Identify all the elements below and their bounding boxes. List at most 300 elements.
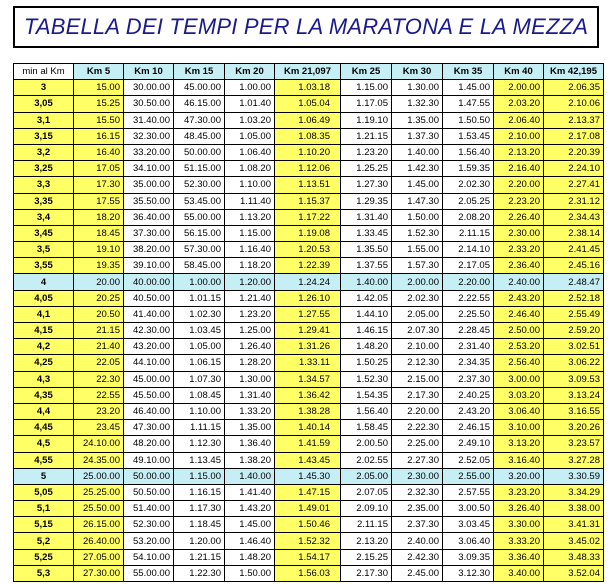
time-cell: 1.33.11 (275, 355, 341, 371)
time-cell: 3.00.00 (494, 371, 544, 387)
time-cell: 1.16.40 (225, 242, 275, 258)
time-cell: 1.29.35 (341, 193, 392, 209)
time-cell: 25.00.00 (74, 468, 124, 484)
pace-cell: 4,35 (14, 387, 74, 403)
time-cell: 1.16.15 (174, 484, 225, 500)
time-cell: 55.00.00 (124, 565, 174, 581)
time-cell: 47.30.00 (124, 420, 174, 436)
time-cell: 1.08.20 (225, 161, 275, 177)
time-cell: 17.30 (74, 177, 124, 193)
time-cell: 52.30.00 (124, 517, 174, 533)
time-cell: 2.13.20 (494, 144, 544, 160)
time-cell: 37.30.00 (124, 225, 174, 241)
time-cell: 1.10.00 (174, 403, 225, 419)
time-cell: 1.40.14 (275, 420, 341, 436)
table-row (14, 452, 604, 468)
time-cell: 1.00.00 (225, 80, 275, 96)
time-cell: 1.33.45 (341, 225, 392, 241)
time-cell: 1.17.05 (341, 96, 392, 112)
time-cell: 19.35 (74, 258, 124, 274)
time-cell: 20.50 (74, 306, 124, 322)
column-header: Km 10 (124, 64, 174, 80)
time-cell: 1.20.00 (225, 274, 275, 290)
time-cell: 48.45.00 (174, 128, 225, 144)
time-cell: 1.56.03 (275, 565, 341, 581)
time-cell: 52.30.00 (174, 177, 225, 193)
time-cell: 23.45 (74, 420, 124, 436)
time-cell: 2.14.10 (443, 242, 494, 258)
time-cell: 2.38.14 (544, 225, 604, 241)
table-row (14, 517, 604, 533)
time-cell: 35.50.00 (124, 193, 174, 209)
pace-cell: 3,45 (14, 225, 74, 241)
pace-cell: 3,05 (14, 96, 74, 112)
time-cell: 1.37.30 (392, 128, 443, 144)
time-cell: 1.22.39 (275, 258, 341, 274)
pace-cell: 4,2 (14, 339, 74, 355)
time-cell: 2.20.39 (544, 144, 604, 160)
time-cell: 1.35.50 (341, 242, 392, 258)
time-cell: 1.08.35 (275, 128, 341, 144)
pace-cell: 3,25 (14, 161, 74, 177)
column-header-pace: min al Km (14, 64, 74, 80)
time-cell: 1.05.04 (275, 96, 341, 112)
time-cell: 2.22.55 (443, 290, 494, 306)
time-cell: 2.35.00 (392, 501, 443, 517)
table-row (14, 128, 604, 144)
time-cell: 38.20.00 (124, 242, 174, 258)
time-cell: 1.36.40 (225, 436, 275, 452)
time-cell: 1.21.15 (174, 549, 225, 565)
time-cell: 1.37.55 (341, 258, 392, 274)
pace-cell: 3,4 (14, 209, 74, 225)
pace-cell: 3,35 (14, 193, 74, 209)
time-cell: 2.32.30 (392, 484, 443, 500)
time-cell: 21.15 (74, 323, 124, 339)
table-row (14, 258, 604, 274)
time-cell: 32.30.00 (124, 128, 174, 144)
time-cell: 1.01.15 (174, 290, 225, 306)
time-cell: 2.30.00 (392, 468, 443, 484)
time-cell: 1.17.30 (174, 501, 225, 517)
time-cell: 2.05.25 (443, 193, 494, 209)
time-cell: 2.25.00 (392, 436, 443, 452)
time-cell: 2.48.47 (544, 274, 604, 290)
time-cell: 3.09.35 (443, 549, 494, 565)
time-cell: 1.05.00 (174, 339, 225, 355)
time-cell: 2.06.35 (544, 80, 604, 96)
column-header: Km 5 (74, 64, 124, 80)
time-cell: 3.03.20 (494, 387, 544, 403)
time-cell: 22.55 (74, 387, 124, 403)
time-cell: 2.03.20 (494, 96, 544, 112)
column-header: Km 35 (443, 64, 494, 80)
time-cell: 41.40.00 (124, 306, 174, 322)
time-cell: 2.31.12 (544, 193, 604, 209)
title-box (13, 6, 599, 48)
column-header: Km 30 (392, 64, 443, 80)
time-cell: 54.10.00 (124, 549, 174, 565)
time-cell: 1.35.00 (392, 112, 443, 128)
time-cell: 2.40.25 (443, 387, 494, 403)
time-cell: 43.20.00 (124, 339, 174, 355)
time-cell: 3.23.57 (544, 436, 604, 452)
time-cell: 2.40.00 (392, 533, 443, 549)
time-cell: 27.05.00 (74, 549, 124, 565)
time-cell: 58.45.00 (174, 258, 225, 274)
time-cell: 1.48.20 (225, 549, 275, 565)
time-cell: 2.34.35 (443, 355, 494, 371)
time-cell: 3.12.30 (443, 565, 494, 581)
time-cell: 2.13.20 (341, 533, 392, 549)
time-cell: 3.16.40 (494, 452, 544, 468)
time-cell: 21.40 (74, 339, 124, 355)
time-cell: 2.09.10 (341, 501, 392, 517)
time-cell: 3.20.26 (544, 420, 604, 436)
time-cell: 40.50.00 (124, 290, 174, 306)
time-cell: 3.26.40 (494, 501, 544, 517)
time-cell: 1.34.57 (275, 371, 341, 387)
time-cell: 1.18.45 (174, 517, 225, 533)
time-cell: 2.11.15 (341, 517, 392, 533)
time-cell: 55.00.00 (174, 209, 225, 225)
time-cell: 45.00.00 (174, 80, 225, 96)
time-cell: 1.54.17 (275, 549, 341, 565)
time-cell: 2.10.00 (392, 339, 443, 355)
time-cell: 1.40.00 (341, 274, 392, 290)
time-cell: 1.17.22 (275, 209, 341, 225)
time-cell: 2.20.00 (494, 177, 544, 193)
time-cell: 2.40.00 (494, 274, 544, 290)
time-cell: 1.52.32 (275, 533, 341, 549)
table-row (14, 468, 604, 484)
time-cell: 2.37.30 (443, 371, 494, 387)
time-cell: 18.20 (74, 209, 124, 225)
table-row (14, 403, 604, 419)
time-cell: 2.37.30 (392, 517, 443, 533)
time-cell: 1.13.20 (225, 209, 275, 225)
time-cell: 53.45.00 (174, 193, 225, 209)
time-cell: 1.44.10 (341, 306, 392, 322)
time-cell: 2.00.00 (392, 274, 443, 290)
time-cell: 1.40.00 (392, 144, 443, 160)
pace-cell: 3,55 (14, 258, 74, 274)
time-cell: 1.07.30 (174, 371, 225, 387)
time-cell: 2.05.00 (392, 306, 443, 322)
time-cell: 56.15.00 (174, 225, 225, 241)
time-cell: 1.50.00 (225, 565, 275, 581)
column-header: Km 20 (225, 64, 275, 80)
time-cell: 1.30.00 (225, 371, 275, 387)
time-cell: 1.15.00 (174, 468, 225, 484)
time-cell: 2.56.40 (494, 355, 544, 371)
time-cell: 2.10.06 (544, 96, 604, 112)
time-cell: 1.36.42 (275, 387, 341, 403)
time-cell: 2.12.30 (392, 355, 443, 371)
time-cell: 1.01.40 (225, 96, 275, 112)
time-cell: 30.50.00 (124, 96, 174, 112)
time-cell: 2.45.00 (392, 565, 443, 581)
time-cell: 3.30.00 (494, 517, 544, 533)
time-cell: 2.24.10 (544, 161, 604, 177)
table-row (14, 387, 604, 403)
time-cell: 1.46.40 (225, 533, 275, 549)
time-cell: 1.32.30 (392, 96, 443, 112)
time-cell: 3.33.20 (494, 533, 544, 549)
time-cell: 31.40.00 (124, 112, 174, 128)
time-cell: 2.59.20 (544, 323, 604, 339)
time-cell: 1.35.00 (225, 420, 275, 436)
time-cell: 1.45.00 (392, 177, 443, 193)
time-cell: 2.36.40 (494, 258, 544, 274)
time-cell: 16.15 (74, 128, 124, 144)
time-cell: 1.42.05 (341, 290, 392, 306)
time-cell: 51.15.00 (174, 161, 225, 177)
table-row (14, 193, 604, 209)
time-cell: 1.31.40 (225, 387, 275, 403)
time-cell: 1.12.30 (174, 436, 225, 452)
time-cell: 1.52.30 (392, 225, 443, 241)
time-cell: 2.30.00 (494, 225, 544, 241)
time-cell: 1.08.45 (174, 387, 225, 403)
time-cell: 35.00.00 (124, 177, 174, 193)
pace-cell: 4,45 (14, 420, 74, 436)
time-cell: 16.40 (74, 144, 124, 160)
time-cell: 1.31.26 (275, 339, 341, 355)
time-cell: 2.00.00 (494, 80, 544, 96)
time-cell: 1.22.30 (174, 565, 225, 581)
time-cell: 53.20.00 (124, 533, 174, 549)
table-row (14, 420, 604, 436)
column-header: Km 21,097 (275, 64, 341, 80)
time-cell: 2.23.20 (494, 193, 544, 209)
time-cell: 2.28.45 (443, 323, 494, 339)
header-row (14, 64, 604, 80)
column-header: Km 42,195 (544, 64, 604, 80)
time-cell: 2.57.55 (443, 484, 494, 500)
time-cell: 1.50.00 (392, 209, 443, 225)
time-cell: 26.40.00 (74, 533, 124, 549)
pace-cell: 5,05 (14, 484, 74, 500)
table-body (14, 80, 604, 582)
pace-cell: 4,55 (14, 452, 74, 468)
time-cell: 1.11.40 (225, 193, 275, 209)
time-cell: 1.26.40 (225, 339, 275, 355)
time-cell: 26.15.00 (74, 517, 124, 533)
time-cell: 1.57.30 (392, 258, 443, 274)
time-cell: 2.42.30 (392, 549, 443, 565)
time-cell: 1.02.30 (174, 306, 225, 322)
table-row (14, 565, 604, 581)
table-row (14, 501, 604, 517)
time-cell: 2.07.05 (341, 484, 392, 500)
time-cell: 2.53.20 (494, 339, 544, 355)
time-cell: 22.30 (74, 371, 124, 387)
time-cell: 1.26.10 (275, 290, 341, 306)
time-cell: 2.50.00 (494, 323, 544, 339)
time-cell: 3.30.59 (544, 468, 604, 484)
time-cell: 2.49.10 (443, 436, 494, 452)
time-cell: 1.58.45 (341, 420, 392, 436)
pace-cell: 4,15 (14, 323, 74, 339)
table-row (14, 371, 604, 387)
time-cell: 1.11.15 (174, 420, 225, 436)
table-row (14, 161, 604, 177)
time-cell: 2.06.40 (494, 112, 544, 128)
time-cell: 1.10.20 (275, 144, 341, 160)
time-cell: 2.52.05 (443, 452, 494, 468)
time-cell: 3.06.22 (544, 355, 604, 371)
time-cell: 3.16.55 (544, 403, 604, 419)
time-cell: 2.55.00 (443, 468, 494, 484)
time-cell: 34.10.00 (124, 161, 174, 177)
time-cell: 1.38.28 (275, 403, 341, 419)
time-cell: 2.15.25 (341, 549, 392, 565)
time-cell: 3.13.20 (494, 436, 544, 452)
time-cell: 3.41.31 (544, 517, 604, 533)
time-cell: 3.23.20 (494, 484, 544, 500)
time-cell: 1.56.40 (443, 144, 494, 160)
time-cell: 1.03.18 (275, 80, 341, 96)
time-cell: 1.24.24 (275, 274, 341, 290)
time-cell: 1.23.20 (341, 144, 392, 160)
table-row (14, 177, 604, 193)
time-cell: 3.03.45 (443, 517, 494, 533)
pace-cell: 4,5 (14, 436, 74, 452)
time-cell: 1.50.25 (341, 355, 392, 371)
time-cell: 3.38.00 (544, 501, 604, 517)
time-cell: 1.52.30 (341, 371, 392, 387)
time-cell: 20.25 (74, 290, 124, 306)
time-cell: 2.22.30 (392, 420, 443, 436)
time-cell: 30.00.00 (124, 80, 174, 96)
time-cell: 1.45.00 (443, 80, 494, 96)
time-cell: 1.00.00 (174, 274, 225, 290)
time-cell: 2.17.08 (544, 128, 604, 144)
time-cell: 3.40.00 (494, 565, 544, 581)
time-cell: 2.17.30 (341, 565, 392, 581)
time-cell: 1.42.30 (392, 161, 443, 177)
time-cell: 1.20.00 (174, 533, 225, 549)
time-cell: 2.02.55 (341, 452, 392, 468)
time-cell: 1.20.53 (275, 242, 341, 258)
time-cell: 2.05.00 (341, 468, 392, 484)
page-title: TABELLA DEI TEMPI PER LA MARATONA E LA MEZZA (23, 14, 589, 39)
time-cell: 2.10.00 (494, 128, 544, 144)
time-cell: 1.47.55 (443, 96, 494, 112)
time-cell: 1.48.20 (341, 339, 392, 355)
time-cell: 1.53.45 (443, 128, 494, 144)
time-cell: 1.56.40 (341, 403, 392, 419)
time-cell: 2.08.20 (443, 209, 494, 225)
table-row (14, 144, 604, 160)
time-cell: 2.33.20 (494, 242, 544, 258)
time-cell: 23.20 (74, 403, 124, 419)
table-row (14, 209, 604, 225)
time-cell: 3.34.29 (544, 484, 604, 500)
time-cell: 1.10.00 (225, 177, 275, 193)
pace-cell: 5 (14, 468, 74, 484)
time-cell: 1.50.50 (443, 112, 494, 128)
time-cell: 36.40.00 (124, 209, 174, 225)
table-row (14, 112, 604, 128)
time-cell: 50.00.00 (174, 144, 225, 160)
time-cell: 2.43.20 (443, 403, 494, 419)
time-cell: 1.27.55 (275, 306, 341, 322)
time-cell: 1.03.20 (225, 112, 275, 128)
time-cell: 1.46.15 (341, 323, 392, 339)
time-cell: 46.40.00 (124, 403, 174, 419)
time-cell: 2.25.50 (443, 306, 494, 322)
time-cell: 19.10 (74, 242, 124, 258)
time-cell: 18.45 (74, 225, 124, 241)
pace-cell: 3,3 (14, 177, 74, 193)
table-row (14, 290, 604, 306)
time-cell: 1.13.51 (275, 177, 341, 193)
time-cell: 2.34.43 (544, 209, 604, 225)
time-cell: 24.35.00 (74, 452, 124, 468)
time-cell: 3.27.28 (544, 452, 604, 468)
column-header: Km 25 (341, 64, 392, 80)
time-cell: 1.54.35 (341, 387, 392, 403)
pace-cell: 5,15 (14, 517, 74, 533)
pace-cell: 4,1 (14, 306, 74, 322)
time-cell: 1.43.20 (225, 501, 275, 517)
time-cell: 3.20.00 (494, 468, 544, 484)
pace-cell: 3,2 (14, 144, 74, 160)
time-cell: 1.03.45 (174, 323, 225, 339)
time-cell: 1.19.08 (275, 225, 341, 241)
table-row (14, 339, 604, 355)
time-cell: 40.00.00 (124, 274, 174, 290)
time-cell: 1.15.00 (341, 80, 392, 96)
table-row (14, 80, 604, 96)
time-cell: 1.13.45 (174, 452, 225, 468)
time-cell: 1.27.30 (341, 177, 392, 193)
time-cell: 50.00.00 (124, 468, 174, 484)
time-cell: 2.02.30 (443, 177, 494, 193)
time-cell: 2.27.41 (544, 177, 604, 193)
time-cell: 1.21.15 (341, 128, 392, 144)
table-row (14, 323, 604, 339)
time-cell: 57.30.00 (174, 242, 225, 258)
time-cell: 2.16.40 (494, 161, 544, 177)
time-cell: 1.25.25 (341, 161, 392, 177)
time-cell: 45.50.00 (124, 387, 174, 403)
time-cell: 1.29.41 (275, 323, 341, 339)
time-cell: 2.46.40 (494, 306, 544, 322)
time-cell: 1.47.30 (392, 193, 443, 209)
time-cell: 2.11.15 (443, 225, 494, 241)
pace-cell: 3,15 (14, 128, 74, 144)
pace-cell: 5,2 (14, 533, 74, 549)
time-cell: 2.13.37 (544, 112, 604, 128)
pace-cell: 5,3 (14, 565, 74, 581)
pace-cell: 3,5 (14, 242, 74, 258)
pace-cell: 4 (14, 274, 74, 290)
time-cell: 3.45.02 (544, 533, 604, 549)
time-cell: 1.31.40 (341, 209, 392, 225)
pace-cell: 5,25 (14, 549, 74, 565)
pace-cell: 3,1 (14, 112, 74, 128)
time-cell: 1.19.10 (341, 112, 392, 128)
time-cell: 2.52.18 (544, 290, 604, 306)
time-cell: 1.06.15 (174, 355, 225, 371)
time-cell: 1.28.20 (225, 355, 275, 371)
table-row (14, 484, 604, 500)
time-cell: 27.30.00 (74, 565, 124, 581)
time-cell: 42.30.00 (124, 323, 174, 339)
